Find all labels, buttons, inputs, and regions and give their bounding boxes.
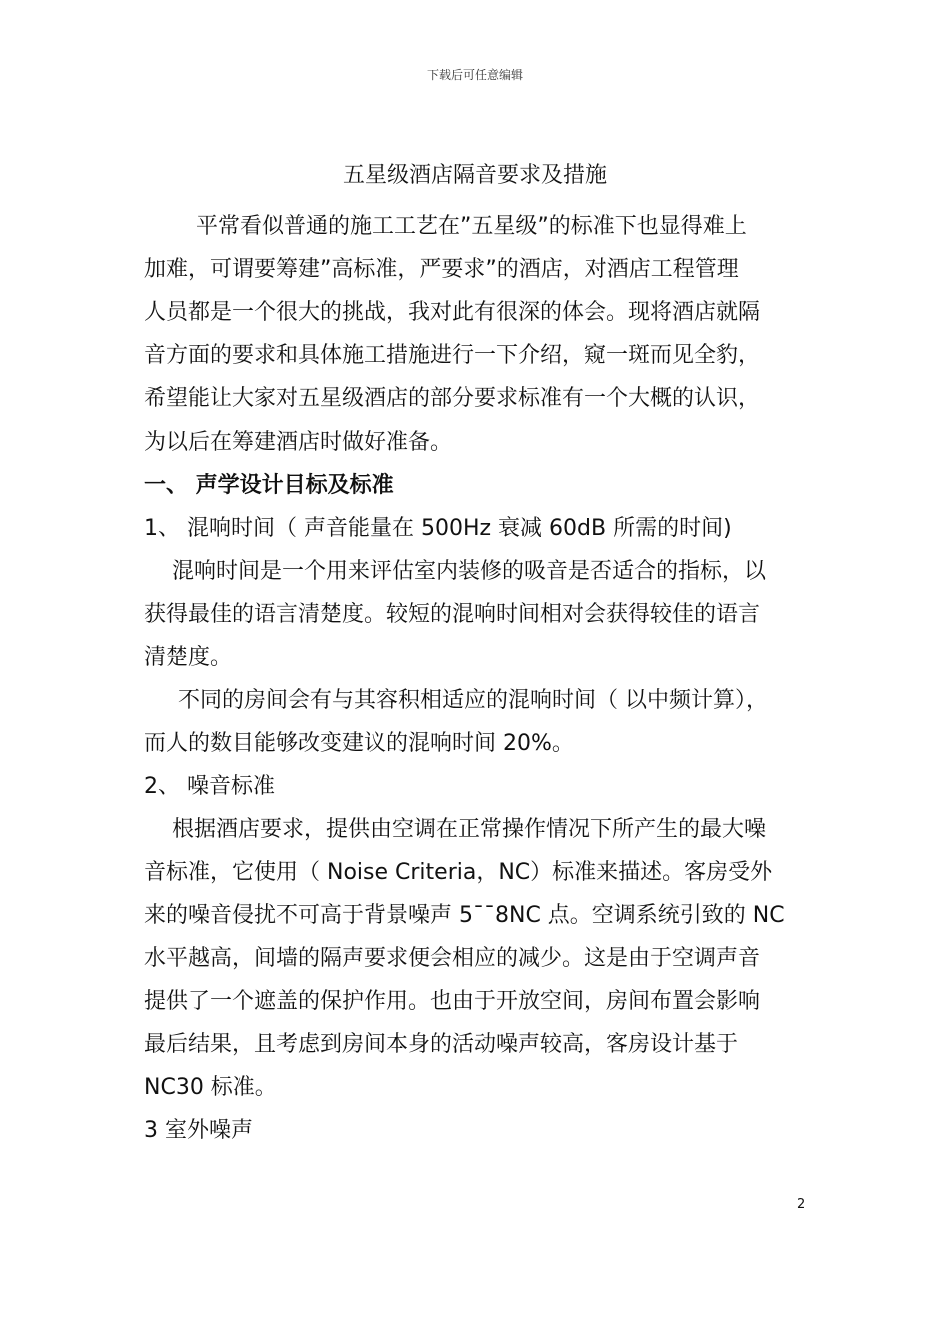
body-line: NC30 标准。 bbox=[144, 1075, 277, 1100]
body-line: 音标准，它使用（ Noise Criteria，NC）标准来描述。客房受外 bbox=[144, 860, 773, 885]
page-number: 2 bbox=[797, 1197, 806, 1212]
subsection-heading: 1、 混响时间（ 声音能量在 500Hz 衰减 60dB 所需的时间) bbox=[144, 516, 732, 541]
body-line: 混响时间是一个用来评估室内装修的吸音是否适合的指标，以 bbox=[172, 559, 767, 584]
body-line: 为以后在筹建酒店时做好准备。 bbox=[144, 430, 453, 455]
body-line: 而人的数目能够改变建议的混响时间 20%。 bbox=[144, 731, 574, 756]
body-line: 音方面的要求和具体施工措施进行一下介绍，窥一斑而见全豹， bbox=[144, 343, 761, 368]
body-line: 提供了一个遮盖的保护作用。也由于开放空间，房间布置会影响 bbox=[144, 989, 761, 1014]
subsection-heading: 3 室外噪声 bbox=[144, 1118, 253, 1143]
header-note: 下载后可任意编辑 bbox=[426, 68, 523, 82]
body-line: 来的噪音侵扰不可高于背景噪声 5¯¯8NC 点。空调系统引致的 NC bbox=[144, 903, 785, 928]
body-line: 不同的房间会有与其容积相适应的混响时间（ 以中频计算）， bbox=[178, 688, 768, 713]
body-line: 水平越高，间墙的隔声要求便会相应的减少。这是由于空调声音 bbox=[144, 946, 761, 971]
document-title: 五星级酒店隔音要求及措施 bbox=[342, 163, 607, 188]
body-line: 加难，可谓要筹建”高标准，严要求”的酒店，对酒店工程管理 bbox=[144, 257, 739, 282]
body-line: 获得最佳的语言清楚度。较短的混响时间相对会获得较佳的语言 bbox=[144, 602, 761, 627]
body-line: 最后结果，且考虑到房间本身的活动噪声较高，客房设计基于 bbox=[144, 1032, 739, 1057]
body-line: 平常看似普通的施工工艺在”五星级”的标准下也显得难上 bbox=[196, 214, 747, 239]
body-line: 根据酒店要求，提供由空调在正常操作情况下所产生的最大噪 bbox=[172, 817, 767, 842]
body-line: 人员都是一个很大的挑战，我对此有很深的体会。现将酒店就隔 bbox=[144, 300, 761, 325]
section-heading: 一、 声学设计目标及标准 bbox=[144, 473, 394, 498]
body-line: 清楚度。 bbox=[144, 645, 233, 670]
body-line: 希望能让大家对五星级酒店的部分要求标准有一个大概的认识， bbox=[144, 386, 761, 411]
subsection-heading: 2、 噪音标准 bbox=[144, 774, 275, 799]
